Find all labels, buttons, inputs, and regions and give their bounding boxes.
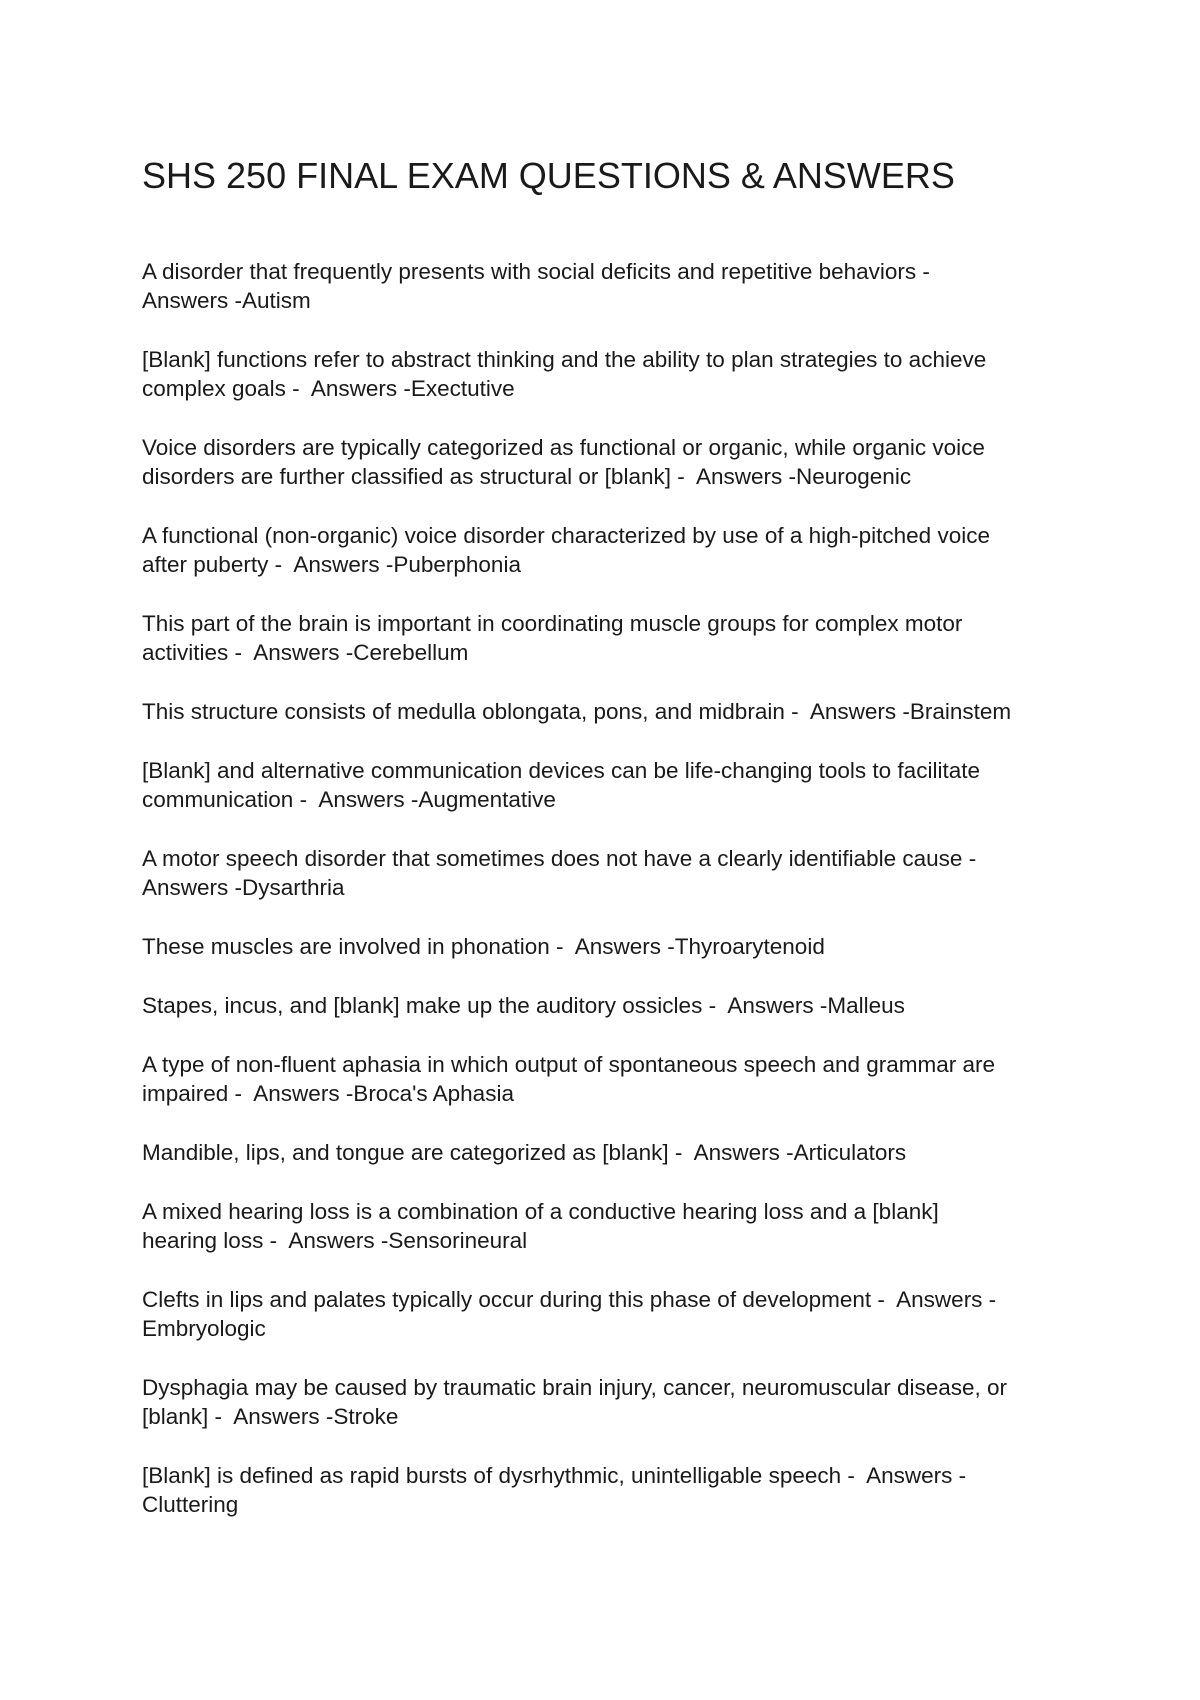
qa-item: [Blank] and alternative communication devices can be life-changing tools to facilitate communication - Answers -Augmentative	[142, 758, 980, 812]
qa-item: This part of the brain is important in coordinating muscle groups for complex motor activities - Answers -Cerebellum	[142, 611, 963, 665]
qa-item: This structure consists of medulla oblongata, pons, and midbrain - Answers -Brainstem	[142, 699, 1012, 724]
qa-item: [Blank] functions refer to abstract thinking and the ability to plan strategies to achieve complex goals - Answers -Exectutive	[142, 347, 987, 401]
qa-item: Stapes, incus, and [blank] make up the auditory ossicles - Answers -Malleus	[142, 993, 905, 1018]
qa-item: These muscles are involved in phonation - Answers -Thyroarytenoid	[142, 934, 825, 959]
qa-item: A mixed hearing loss is a combination of a conductive hearing loss and a [blank] hearing loss - Answers -Sensorineural	[142, 1199, 939, 1253]
qa-item: A disorder that frequently presents with social deficits and repetitive behaviors - Answers -Autism	[142, 259, 930, 313]
qa-item: Clefts in lips and palates typically occur during this phase of development - Answers - Embryologic	[142, 1287, 997, 1341]
qa-item: A functional (non-organic) voice disorder characterized by use of a high-pitched voice after puberty - Answers -Puberphonia	[142, 523, 990, 577]
qa-list	[142, 257, 1082, 1549]
qa-item: [Blank] is defined as rapid bursts of dysrhythmic, unintelligable speech - Answers - Cluttering	[142, 1463, 967, 1517]
qa-item: A type of non-fluent aphasia in which output of spontaneous speech and grammar are impaired - Answers -Broca's Aphasia	[142, 1052, 996, 1106]
document-title: SHS 250 FINAL EXAM QUESTIONS & ANSWERS	[142, 155, 955, 196]
qa-item: Mandible, lips, and tongue are categorized as [blank] - Answers -Articulators	[142, 1140, 907, 1165]
qa-item: A motor speech disorder that sometimes does not have a clearly identifiable cause - Answers -Dysarthria	[142, 846, 977, 900]
qa-item: Dysphagia may be caused by traumatic brain injury, cancer, neuromuscular disease, or [blank] - Answers -Stroke	[142, 1375, 1008, 1429]
qa-item: Voice disorders are typically categorized as functional or organic, while organic voice disorders are further classified as structural or [blank] - Answers -Neurogenic	[142, 435, 985, 489]
